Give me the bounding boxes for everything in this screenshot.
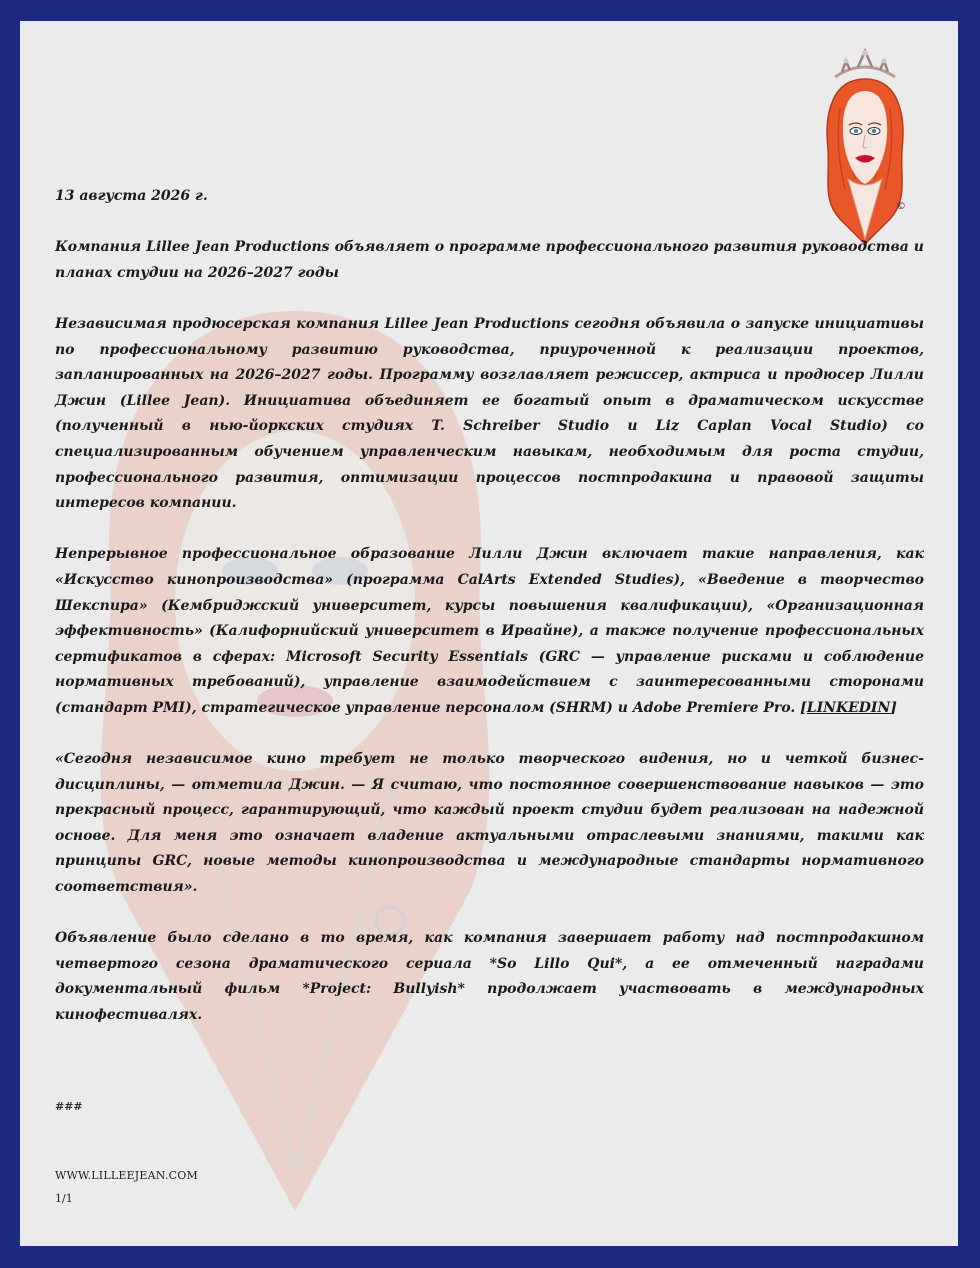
logo-copyright: © (896, 201, 906, 212)
release-date: 13 августа 2026 г. (55, 188, 208, 204)
paragraph-education-text: Непрерывное профессиональное образование Лилли Джин включает такие направления, как «Искусство кинопроизводства» (программа CalArts Extended Studies), «Введение в творчество Шекспира» (Кембриджский университет, курсы повышения квалификации), «Организационная эффективность» (Калифорнийский университет в Ирвайне), а также получение профессиональных сертификатов в сферах: Microsoft Security Essentials (GRC — управление рисками и соблюдение нормативных требований), управление взаимодействием с заинтересованными сторонами (стандарт PMI), стратегическое управление персоналом (SHRM) и Adobe Premiere Pro. (55, 546, 924, 716)
end-mark: ### (55, 1100, 83, 1113)
linkedin-link[interactable]: LINKEDIN (806, 699, 891, 716)
headline: Компания Lillee Jean Productions объявляет о программе профессионального развития руководства и планах студии на 2026–2027 годы (55, 239, 924, 281)
page-number: 1/1 (55, 1192, 73, 1205)
paragraph-announcement: Объявление было сделано в то время, как компания завершает работу над постпродакшном четвертого сезона драматического сериала *So Lillo Qui*, а ее отмеченный наградами документальный фильм *Project: Bullyish* продолжает участвовать в международных кинофестивалях. (55, 930, 924, 1023)
website-link[interactable]: WWW.LILLEEJEAN.COM (55, 1169, 198, 1182)
bracket-open: [ (800, 699, 807, 716)
press-release-body (55, 184, 924, 1054)
bracket-close: ] (890, 699, 897, 716)
document-page (20, 21, 958, 1246)
tiara-icon (835, 50, 895, 77)
paragraph-education (55, 542, 924, 721)
paragraph-intro: Независимая продюсерская компания Lillee Jean Productions сегодня объявила о запуске инициативы по профессиональному развитию руководства, приуроченной к реализации проектов, запланированных на 2026–2027 годы. Программу возглавляет режиссер, актриса и продюсер Лилли Джин (Lillee Jean). Инициатива объединяет ее богатый опыт в драматическом искусстве (полученный в нью-йоркских студиях T. Schreiber Studio и Liz Caplan Vocal Studio) со специализированным обучением управленческим навыкам, необходимым для роста студии, профессионального развития, оптимизации процессов постпродакшна и правовой защиты интересов компании. (55, 315, 924, 512)
paragraph-quote: «Сегодня независимое кино требует не только творческого видения, но и четкой бизнес-дисциплины, — отметила Джин. — Я считаю, что постоянное совершенствование навыков — это прекрасный процесс, гарантирующий, что каждый проект студии будет реализован на надежной основе. Для меня это означает владение актуальными отраслевыми знаниями, такими как принципы GRC, новые методы кинопроизводства и международные стандарты нормативного соответствия». (55, 751, 924, 896)
